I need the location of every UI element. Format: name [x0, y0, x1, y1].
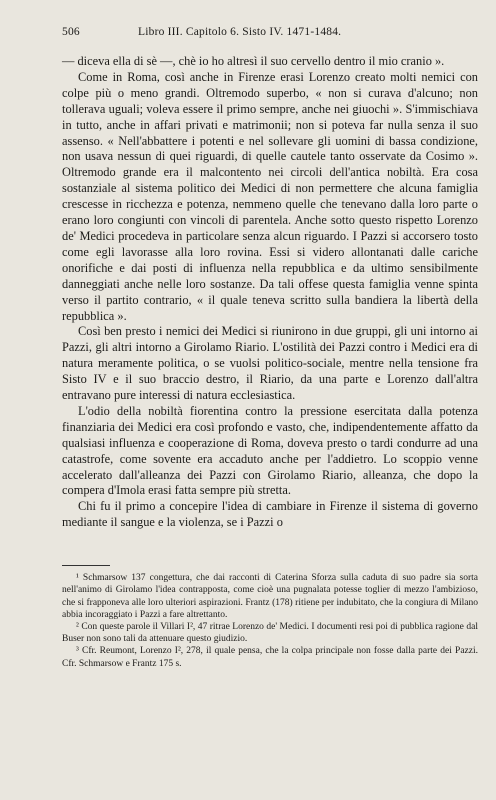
footnote-2: ² Con queste parole il Villari I², 47 ritrae Lorenzo de' Medici. I documenti resi poi di pubblica ragione dal Buser non sono tali da attenuare questo giudizio.	[62, 622, 478, 645]
paragraph-3: Così ben presto i nemici dei Medici si riunirono in due gruppi, gli uni intorno ai Pazzi, gli altri intorno a Girolamo Riario. L'ostilità dei Pazzi contro i Medici era di natura meramente politica, o se vuolsi politico-sociale, mentre nella tensione fra Sisto IV e il suo braccio destro, il Riario, da una parte e Lorenzo dall'altra entravano pure interessi di natura ecclesiastica.	[62, 324, 478, 403]
footnotes	[62, 572, 478, 670]
main-text	[62, 54, 478, 531]
running-title: Libro III. Capitolo 6. Sisto IV. 1471-1484.	[138, 26, 342, 38]
footnote-rule	[62, 565, 110, 566]
page-number: 506	[62, 26, 80, 38]
footnote-1: ¹ Schmarsow 137 congettura, che dai racconti di Caterina Sforza sulla caduta di suo padre sia sorta nell'animo di Girolamo l'idea contrapposta, come cioè una pugnalata potesse toglier di mezzo l'ambizioso, che si frapponeva alle loro ulteriori aspirazioni. Frantz (178) ritiene per indubitato, che la congiura di Milano abbia incoraggiato i Pazzi a fare altrettanto.	[62, 573, 478, 620]
paragraph-1: — diceva ella di sè —, chè io ho altresì il suo cervello dentro il mio cranio ».	[62, 54, 445, 68]
paragraph-2: Come in Roma, così anche in Firenze erasi Lorenzo creato molti nemici con colpe più o meno grandi. Oltremodo superbo, « non si curava d'alcuno; non tollerava uguali; voleva essere il primo sempre, anche nei giuochi ». S'immischiava in tutto, anche in affari privati e matrimonii; non si poteva far nulla senza il suo assenso. « Nell'abbattere i potenti e nel sollevare gli uomini di bassa condizione, non usava nessun di quei riguardi, di quelle cautele tanto osservate da Cosimo ». Oltremodo grande era il malcontento nei circoli dell'antica nobiltà. Era cosa sostanziale al sistema politico dei Medici di non permettere che alcuna famiglia crescesse in ricchezza e potenza, nemmeno quelle che tenevano dalla loro parte o erano loro congiunti con vincoli di parentela. Anche sotto questo rispetto Lorenzo de' Medici procedeva in particolare senza alcun riguardo. I Pazzi si accorsero tosto come egli lavorasse alla loro rovina. Essi si videro allontanati dalle cariche onorifiche e dai posti di influenza nella repubblica e da ultimo sensibilmente danneggiati anche nelle loro sostanze. Da tali offese questa famiglia venne spinta verso il partito contrario, « il quale teneva scritto sulla bandiera la libertà della repubblica ».	[62, 69, 478, 323]
running-header	[62, 26, 478, 38]
footnote-3: ³ Cfr. Reumont, Lorenzo I², 278, il quale pensa, che la colpa principale non fosse dalla parte dei Pazzi. Cfr. Schmarsow e Frantz 175 s.	[62, 646, 478, 669]
paragraph-4: L'odio della nobiltà fiorentina contro la pressione esercitata dalla potenza finanziaria dei Medici era così profondo e vasto, che, indipendentemente affatto da qualsiasi influenza e cooperazione di Roma, doveva presto o tardi condurre ad una catastrofe, come sovente era accaduto anche per l'addietro. Lo scoppio venne accelerato dall'alleanza dei Pazzi con Girolamo Riario, alleanza, che dopo la compera d'Imola erasi fatta sempre più stretta.	[62, 403, 478, 498]
paragraph-5: Chi fu il primo a concepire l'idea di cambiare in Firenze il sistema di governo mediante il sangue e la violenza, se i Pazzi o	[62, 499, 478, 530]
